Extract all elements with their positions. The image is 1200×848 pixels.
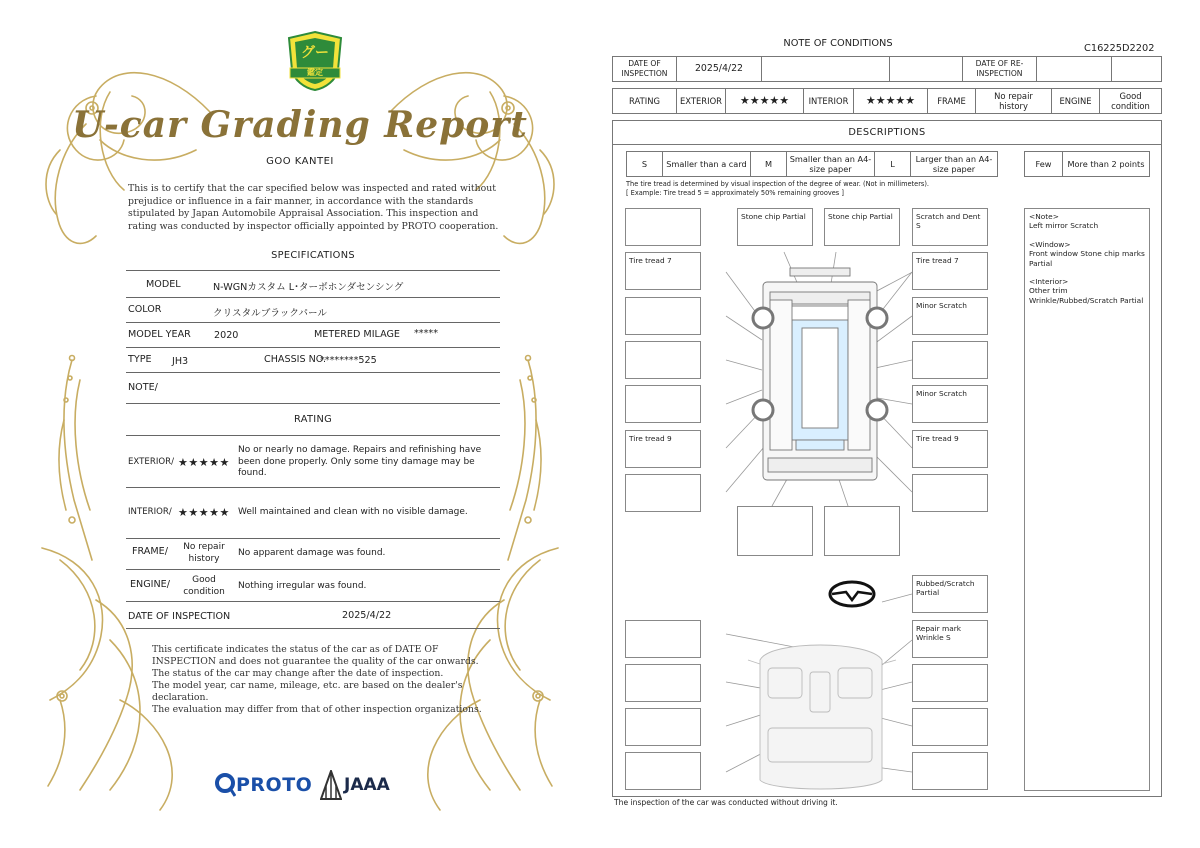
inspection-dates-row [612,56,1162,82]
interior-stars: ★★★★★ [854,89,928,113]
divider [126,538,500,539]
condition-box: Repair mark Wrinkle S [912,620,988,658]
mileage-value: ***** [414,328,438,339]
rating-label: RATING [613,89,677,113]
jaaa-logo-text: JAAA [344,775,390,795]
interior-stars: ★★★★★ [178,506,230,519]
divider [126,487,500,488]
condition-box [625,752,701,790]
interior-label: INTERIOR/ [128,507,172,517]
exterior-stars: ★★★★★ [178,456,230,469]
condition-box: Stone chip Partial [824,208,900,246]
footer-line: This certificate indicates the status of the car as of DATE OF INSPECTION and does not guarantee the quality of the car onwards. [152,644,479,667]
rating-row [612,88,1162,114]
condition-box: Tire tread 7 [625,252,701,290]
empty-cell [762,57,890,81]
specifications-heading: SPECIFICATIONS [271,250,355,261]
tire-tread-note [626,180,929,197]
condition-box [737,506,813,556]
condition-box [625,708,701,746]
condition-box [912,341,988,379]
condition-box [912,708,988,746]
condition-box [625,297,701,335]
condition-box: Tire tread 9 [625,430,701,468]
engine-value: Good condition [1111,91,1150,111]
exterior-description: No or nearly no damage. Repairs and refinishing have been done properly. Only some tiny damage may be found. [238,445,482,478]
window-note-entry: <Window> Front window Stone chip marks Partial [1029,239,1145,268]
rating-heading: RATING [294,414,332,425]
frame-label: FRAME [928,89,976,113]
color-value: クリスタルブラックパール [213,308,327,319]
footer-line: The model year, car name, mileage, etc. are based on the dealer's declaration. [152,679,463,703]
chassis-label: CHASSIS NO. [264,354,327,365]
condition-box [912,664,988,702]
proto-logo-text: PROTO [236,774,313,796]
divider [126,435,500,436]
descriptions-heading: DESCRIPTIONS [612,120,1162,145]
condition-box [912,474,988,512]
interior-label: INTERIOR [804,89,854,113]
divider [126,297,500,298]
engine-label: ENGINE [1052,89,1100,113]
jaaa-logo-icon [320,770,342,800]
model-year-value: 2020 [214,330,239,341]
date-of-inspection-value: 2025/4/22 [342,610,392,621]
inspection-disclaimer: The inspection of the car was conducted without driving it. [614,798,838,807]
divider [126,403,500,404]
footer-line: The status of the car may change after the date of inspection. [152,667,444,679]
frame-value: No repair history [183,542,225,564]
condition-box: Minor Scratch [912,297,988,335]
note-label: NOTE/ [128,382,158,393]
conditions-title: NOTE OF CONDITIONS [783,38,893,49]
goo-kantei-badge [286,30,344,92]
reinspection-label: DATE OF RE-INSPECTION [963,57,1037,81]
divider [126,372,500,373]
divider [126,347,500,348]
divider [126,322,500,323]
report-code: C16225D2202 [1084,43,1155,54]
report-subtitle: GOO KANTEI [266,156,334,167]
condition-box [625,474,701,512]
model-value: N-WGNカスタム L･ターボホンダセンシング [213,282,404,293]
engine-value: Good condition [183,575,225,597]
sponsor-logos [210,768,410,804]
condition-box [625,208,701,246]
certification-statement: This is to certify that the car specified below was inspected and rated without prejudice or influence in a fair manner, in accordance with the standards stipulated by Japan Automobile Appraisal Association. This inspection and rating was conducted by inspector officially appointed by PROTO cooperation. [128,183,499,232]
exterior-label: EXTERIOR/ [128,457,174,467]
condition-box [625,385,701,423]
empty-cell [890,57,963,81]
type-value: JH3 [172,356,189,367]
divider [126,569,500,570]
model-year-label: MODEL YEAR [128,329,191,340]
legend-key-m: M [751,152,787,176]
divider [126,601,500,602]
interior-description: Well maintained and clean with no visible damage. [238,507,468,517]
date-of-inspection-label: DATE OF INSPECTION [128,611,231,622]
tire-note-line: [ Example: Tire tread 5 = approximately 50% remaining grooves ] [626,188,844,197]
frame-label: FRAME/ [132,546,168,557]
exterior-stars: ★★★★★ [726,89,804,113]
tire-note-line: The tire tread is determined by visual inspection of the degree of wear. (Not in millimeters). [626,180,930,188]
condition-box: Scratch and Dent S [912,208,988,246]
mileage-label: METERED MILAGE [314,329,400,340]
type-label: TYPE [128,354,152,365]
frame-value: No repair history [976,89,1052,113]
legend-desc-s: Smaller than a card [663,152,751,176]
legend-key-few: Few [1025,152,1063,176]
badge-text-top: グー [301,45,329,61]
legend-key-l: L [875,152,911,176]
model-label: MODEL [146,279,181,290]
legend-desc-few: More than 2 points [1067,159,1145,169]
condition-box [824,506,900,556]
condition-box: Rubbed/Scratch Partial [912,575,988,613]
note-entry: <Note> Left mirror Scratch [1029,212,1099,231]
certificate-footer [152,644,492,715]
engine-label: ENGINE/ [130,579,170,590]
legend-desc-m: Smaller than an A4-size paper [787,152,875,176]
proto-logo-icon [214,772,236,798]
engine-description: Nothing irregular was found. [238,581,367,591]
footer-line: The evaluation may differ from that of other inspection organizations. [152,703,482,715]
empty-cell [1112,57,1161,81]
date-of-inspection-value: 2025/4/22 [677,57,762,81]
frame-description: No apparent damage was found. [238,548,386,558]
condition-box: Tire tread 7 [912,252,988,290]
condition-box: Minor Scratch [912,385,988,423]
note-of-conditions [600,0,1200,848]
exterior-label: EXTERIOR [677,89,726,113]
condition-box [625,664,701,702]
condition-box: Tire tread 9 [912,430,988,468]
divider [126,628,500,629]
chassis-value: ********525 [320,355,377,366]
divider [126,270,500,271]
notes-column [1024,208,1150,791]
badge-text-bottom: 鑑定 [307,68,323,77]
date-of-inspection-label: DATE OF INSPECTION [613,57,677,81]
few-legend [1024,151,1150,177]
condition-box [625,341,701,379]
color-label: COLOR [128,304,162,315]
report-title: U-car Grading Report [72,104,528,146]
condition-box [625,620,701,658]
interior-note-entry: <Interior> Other trim Wrinkle/Rubbed/Scratch Partial [1029,277,1144,305]
size-legend [626,151,998,177]
condition-box: Stone chip Partial [737,208,813,246]
condition-box [912,752,988,790]
legend-key-s: S [627,152,663,176]
legend-desc-l: Larger than an A4-size paper [915,154,993,174]
reinspection-value [1037,57,1112,81]
